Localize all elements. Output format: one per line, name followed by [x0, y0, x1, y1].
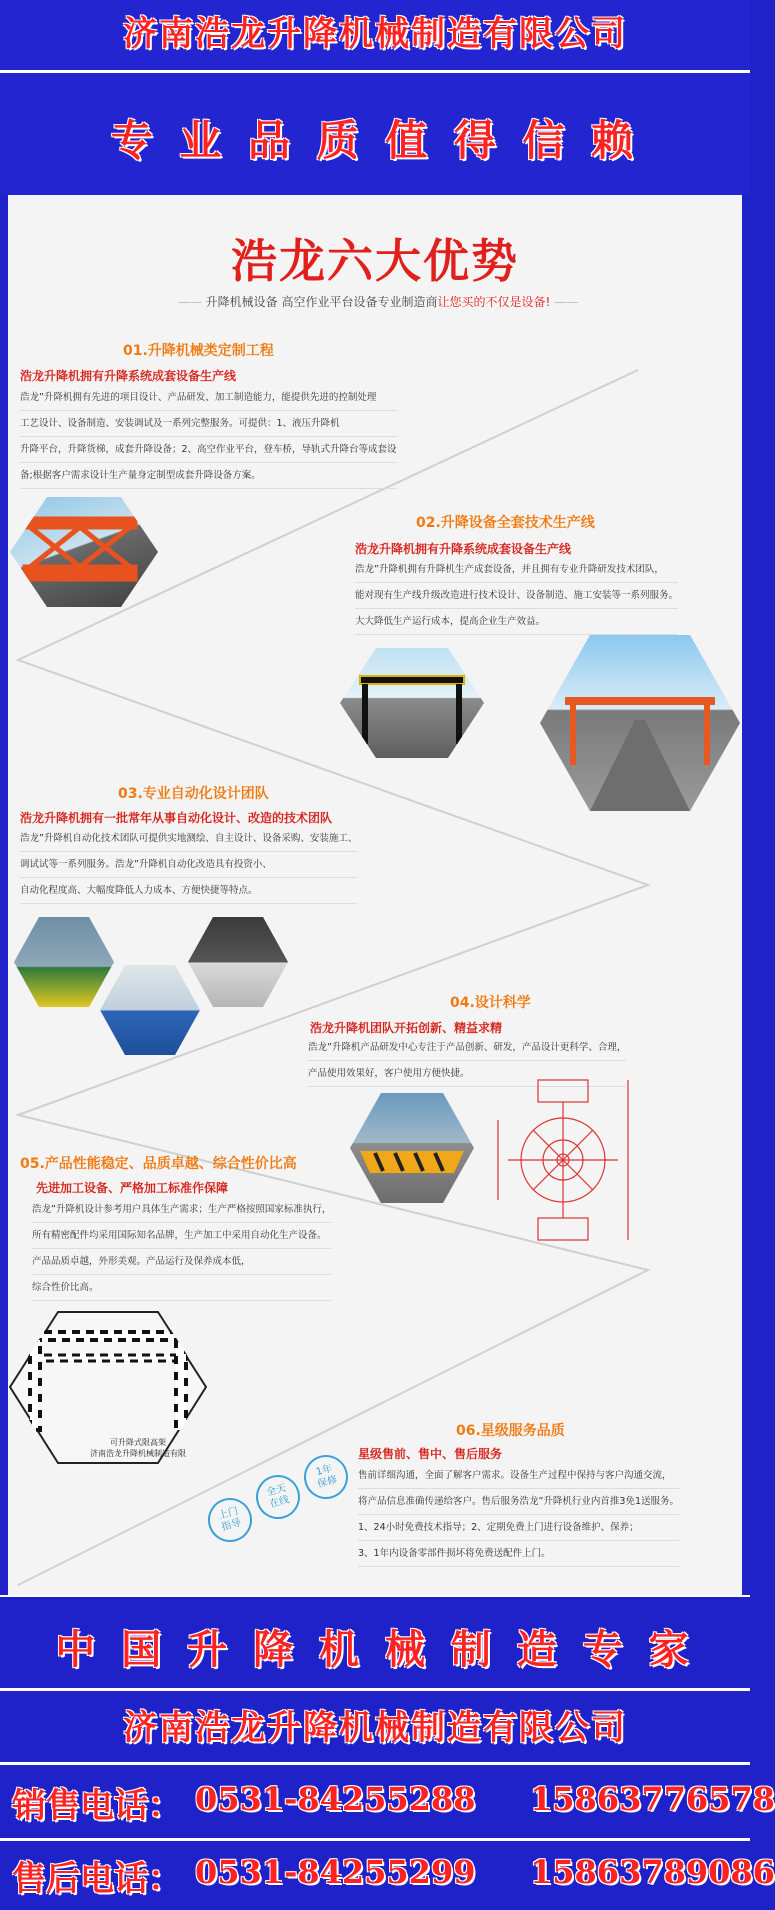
sales-contact [0, 1772, 775, 1832]
divider [0, 1838, 750, 1841]
section-05-title: 05.产品性能稳定、品质卓越、综合性价比高 [20, 1156, 297, 1172]
subtitle: —— 升降机械设备 高空作业平台设备专业制造商让您买的不仅是设备! —— [177, 295, 579, 309]
badge-one-year-warranty: 1年 保修 [299, 1450, 353, 1504]
service-contact [0, 1845, 775, 1905]
section-01-title: 01.升降机械类定制工程 [123, 343, 274, 359]
badge-all-day-online: 全天 在线 [251, 1470, 305, 1524]
company-name-footer: 济南浩龙升降机械制造有限公司 [123, 1708, 627, 1748]
section-04-text: 浩龙”升降机产品研发中心专注于产品创新、研发，产品设计更科学、合理， 产品使用效果好，客户使用方便快捷。 [308, 1035, 626, 1087]
section-06-text: 售前详细沟通，全面了解客户需求。设备生产过程中保持与客户沟通交流， 将产品信息准确传递给客户。售后服务浩龙”升降机行业内首推3免1送服务。 1、24小时免费技术指导；2、定期免费上门进行设备维护、保养； 3、1年内设备零部件损坏将免费送配件上门。 [358, 1463, 679, 1567]
slogan-header: 专 业 品 质 值 得 信 赖 [110, 116, 640, 165]
sales-mobile[interactable]: 15863776578 [530, 1780, 775, 1818]
divider [0, 1688, 750, 1691]
section-06-title: 06.星级服务品质 [456, 1423, 565, 1439]
advantages-panel [8, 195, 742, 1595]
service-mobile[interactable]: 15863789086 [530, 1853, 775, 1891]
section-02-title: 02.升降设备全套技术生产线 [416, 515, 595, 531]
sales-phone[interactable]: 0531-84255288 [195, 1780, 476, 1818]
section-05-text: 浩龙”升降机设计参考用户具体生产需求；生产严格按照国家标准执行， 所有精密配件均采用国际知名品牌，生产加工中采用自动化生产设备。 产品品质卓越，外形美观。产品运行及保养成本低， 综合性价比高。 [32, 1197, 331, 1301]
section-01-text: 浩龙”升降机拥有先进的项目设计、产品研发、加工制造能力，能提供先进的控制处理 工艺设计、设备制造、安装调试及一系列完整服务。可提供：1、液压升降机 升降平台，升降货梯，成套升降设备；2、高空作业平台，登车桥，导轨式升降台等成套设 备;根据客户需求设计生产量身定制型成套升降设备方案。 [20, 385, 397, 489]
section-05-heading: 先进加工设备、严格加工标准作保障 [36, 1181, 229, 1195]
technical-drawing [488, 1060, 638, 1260]
service-label: 售后电话： [12, 1859, 182, 1899]
slogan-footer: 中 国 升 降 机 械 制 造 专 家 [55, 1626, 695, 1673]
divider [0, 1762, 750, 1765]
section-01-heading: 浩龙升降机拥有升降系统成套设备生产线 [20, 369, 237, 383]
section-03-text: 浩龙”升降机自动化技术团队可提供实地测绘、自主设计、设备采购、安装施工、 调试试等一系列服务。浩龙”升降机自动化改造具有投资小、 自动化程度高、大幅度降低人力成本、方便快捷等特点。 [20, 826, 357, 904]
section-03-heading: 浩龙升降机拥有一批常年从事自动化设计、改造的技术团队 [20, 811, 333, 825]
page-title: 浩龙六大优势 [231, 234, 519, 288]
section-06-heading: 星级售前、售中、售后服务 [358, 1447, 503, 1461]
section-02-text: 浩龙”升降机拥有升降机生产成套设备，并且拥有专业升降研发技术团队， 能对现有生产线升级改造进行技术设计、设备制造、施工安装等一系列服务。 大大降低生产运行成本，提高企业生产效益。 [355, 557, 678, 635]
divider [0, 70, 750, 73]
section-03-title: 03.专业自动化设计团队 [118, 786, 269, 802]
badge-onsite-guidance: 上门 指导 [203, 1493, 257, 1547]
section-02-heading: 浩龙升降机拥有升降系统成套设备生产线 [355, 542, 572, 556]
sales-label: 销售电话： [12, 1786, 182, 1826]
image-caption: 可升降式限高架 济南浩龙升降机械制造有限 [90, 1438, 186, 1458]
service-phone[interactable]: 0531-84255299 [195, 1853, 476, 1891]
company-name-header: 济南浩龙升降机械制造有限公司 [123, 14, 627, 54]
section-04-heading: 浩龙升降机团队开拓创新、精益求精 [310, 1021, 503, 1035]
section-04-title: 04.设计科学 [450, 995, 531, 1011]
divider [0, 1595, 750, 1597]
